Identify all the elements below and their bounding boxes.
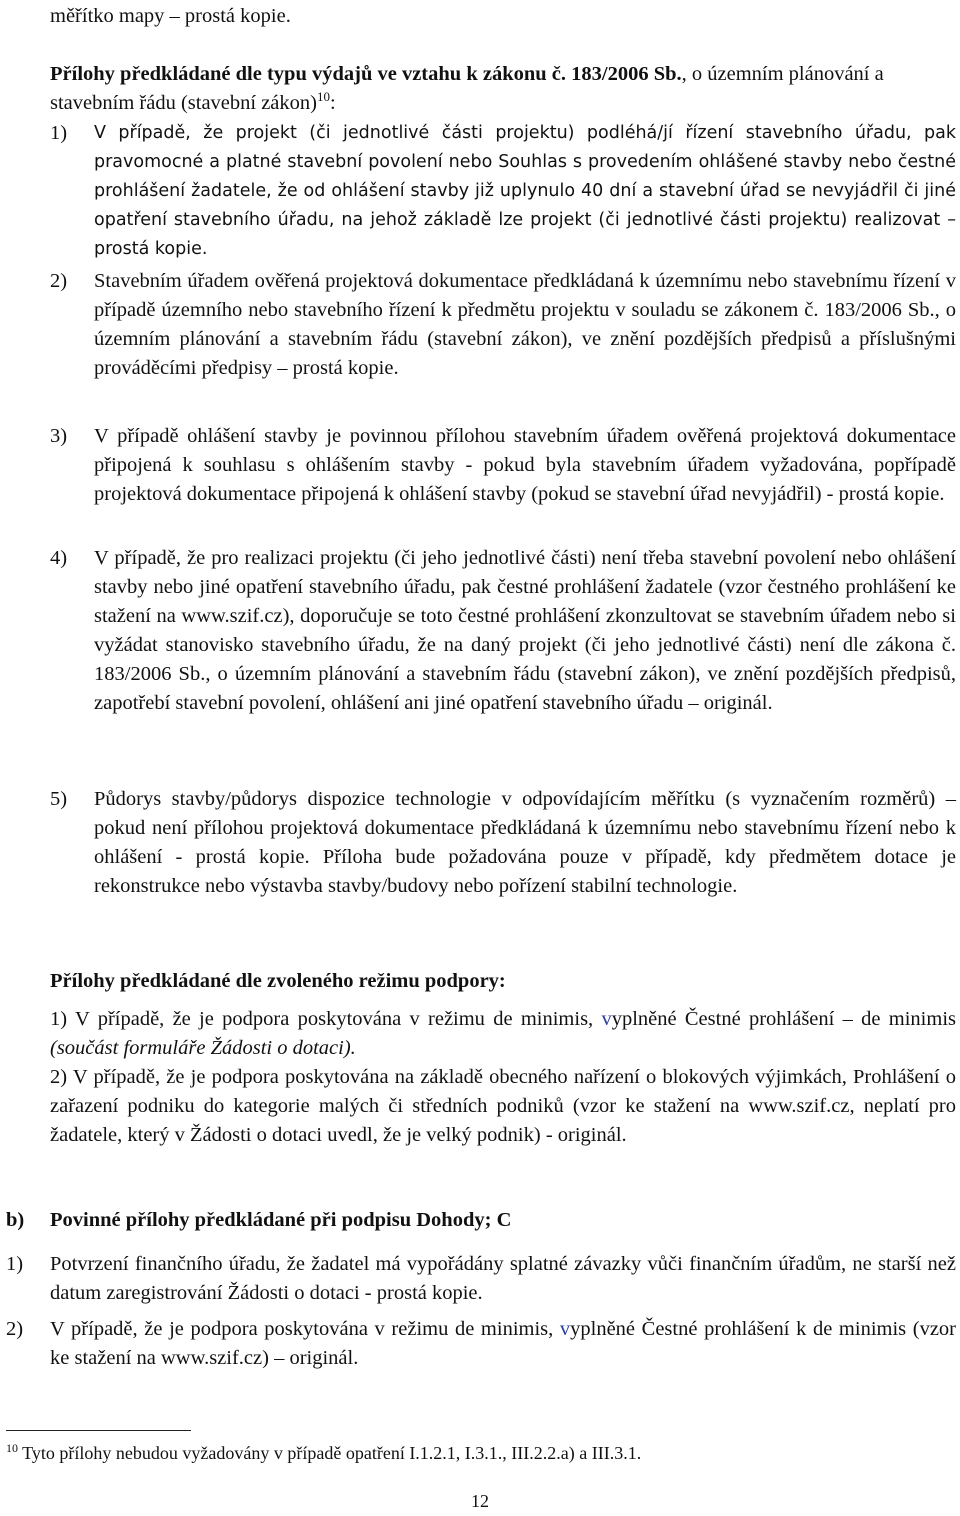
footnote [6, 1441, 641, 1465]
section3-item-2-text: V případě, že je podpora poskytována v režimu de minimis, [50, 1318, 554, 1340]
item-text: Stavebním úřadem ověřená projektová dokumentace předkládaná k územnímu nebo stavebnímu řízení v případě územního nebo stavebního řízení k předmětu projektu v souladu se zákonem č. 183/2006 Sb., o územním plánování a stavebním řádu (stavební zákon), ve znění pozdějších předpisů a příslušnými prováděcími předpisy – prostá kopie. [94, 270, 956, 379]
section3-item-2 [6, 1315, 956, 1373]
item-text: V případě, že projekt (či jednotlivé části projektu) podléhá/jí řízení stavebního úřadu, pak pravomocné a platné stavební povolení nebo Souhlas s provedením ohlášené stavby nebo čestné prohlášení žadatele, že od ohlášení stavby již uplynulo 40 dní a stavební úřad se nevyjádřil či jiné opatření stavebního úřadu, na jehož základě lze projekt (či jednotlivé části projektu) realizovat – prostá kopie. [94, 123, 956, 259]
section3-label: b) [6, 1209, 25, 1231]
item-number: 1) [6, 1253, 24, 1275]
section3-heading-row [6, 1206, 956, 1235]
top-line: měřítko mapy – prostá kopie. [50, 5, 291, 27]
item-text [50, 1315, 956, 1373]
section2-item-2: 2) V případě, že je podpora poskytována na základě obecného nařízení o blokových výjimkách, Prohlášení o zařazení podniku do kategorie malých či středních podniků (vzor ke stažení na www.szif.cz, neplatí pro žadatele, který v Žádosti o dotaci uvedl, že je velký podnik) - originál. [50, 1066, 956, 1146]
section2-item-1-blue: v [593, 1008, 612, 1030]
section1-heading [50, 60, 956, 118]
item-number: 3) [50, 425, 68, 447]
section1-item-4 [50, 544, 956, 718]
section3-item-1 [6, 1250, 956, 1308]
section3-heading: Povinné přílohy předkládané při podpisu Dohody; C [50, 1209, 512, 1231]
section1-item-3 [50, 422, 956, 509]
item-number: 1) [50, 122, 68, 144]
section1-heading-colon: : [329, 92, 336, 114]
footnote-ref: 10 [316, 89, 330, 105]
section2-item-1-text: 1) V případě, že je podpora poskytována v režimu de minimis, [50, 1008, 594, 1030]
section1-heading-rest: , o územním plánování a stavebním řádu (stavební zákon) [50, 63, 884, 114]
section3-item-2-text-b: yplněné Čestné prohlášení k de minimis (vzor ke stažení na www.szif.cz) – originál. [50, 1318, 957, 1369]
section2-item-1-italic: (součást formuláře Žádosti o dotaci). [50, 1037, 356, 1059]
section1-heading-bold: Přílohy předkládané dle typu výdajů ve vztahu k zákonu č. 183/2006 Sb. [50, 63, 682, 85]
item-number: 4) [50, 547, 68, 569]
section2-item-1-text-b: yplněné Čestné prohlášení – de minimis [611, 1008, 956, 1030]
page-number: 12 [471, 1491, 489, 1511]
item-number: 2) [50, 270, 68, 292]
section1-item-1 [50, 119, 956, 264]
item-number: 5) [50, 788, 68, 810]
section2-item-1 [50, 1005, 956, 1063]
section1-item-5 [50, 785, 956, 901]
footnote-divider [6, 1430, 191, 1431]
item-text: V případě, že pro realizaci projektu (či jeho jednotlivé části) není třeba stavební povolení nebo ohlášení stavby nebo jiné opatření stavebního úřadu, pak čestné prohlášení žadatele (vzor čestného prohlášení ke stažení na www.szif.cz), doporučuje se toto čestné prohlášení zkonzultovat se stavebním úřadem nebo si vyžádat stanovisko stavebního úřadu, že na daný projekt (či jeho jednotlivé části) není dle zákona č. 183/2006 Sb., o územním plánování a stavebním řádu (stavební zákon), ve znění pozdějších předpisů, zapotřebí stavební povolení, ohlášení ani jiné opatření stavebního úřadu – originál. [94, 547, 956, 714]
footnote-text: Tyto přílohy nebudou vyžadovány v případě opatření I.1.2.1, I.3.1., III.2.2.a) a III.3.1. [18, 1443, 642, 1463]
footnote-number: 10 [6, 1441, 18, 1455]
item-text: Potvrzení finančního úřadu, že žadatel má vypořádány splatné závazky vůči finančním úřadům, ne starší než datum zaregistrování Žádosti o dotaci - prostá kopie. [50, 1253, 956, 1304]
item-number: 2) [6, 1318, 24, 1340]
item-text: V případě ohlášení stavby je povinnou přílohou stavebním úřadem ověřená projektová dokumentace připojená k souhlasu s ohlášením stavby - pokud byla stavebním úřadem vyžadována, popřípadě projektová dokumentace připojená k ohlášení stavby (pokud se stavební úřad nevyjádřil) - prostá kopie. [94, 425, 956, 505]
section1-item-2 [50, 267, 956, 383]
section2-heading: Přílohy předkládané dle zvoleného režimu podpory: [50, 970, 506, 992]
section3-item-2-blue: v [553, 1318, 571, 1340]
item-text: Půdorys stavby/půdorys dispozice technologie v odpovídajícím měřítku (s vyznačením rozměrů) – pokud není přílohou projektová dokumentace předkládaná k územnímu nebo stavebnímu řízení nebo k ohlášení - prostá kopie. Příloha bude požadována pouze v případě, kdy předmětem dotace je rekonstrukce nebo výstavba stavby/budovy nebo pořízení stabilní technologie. [94, 788, 956, 897]
